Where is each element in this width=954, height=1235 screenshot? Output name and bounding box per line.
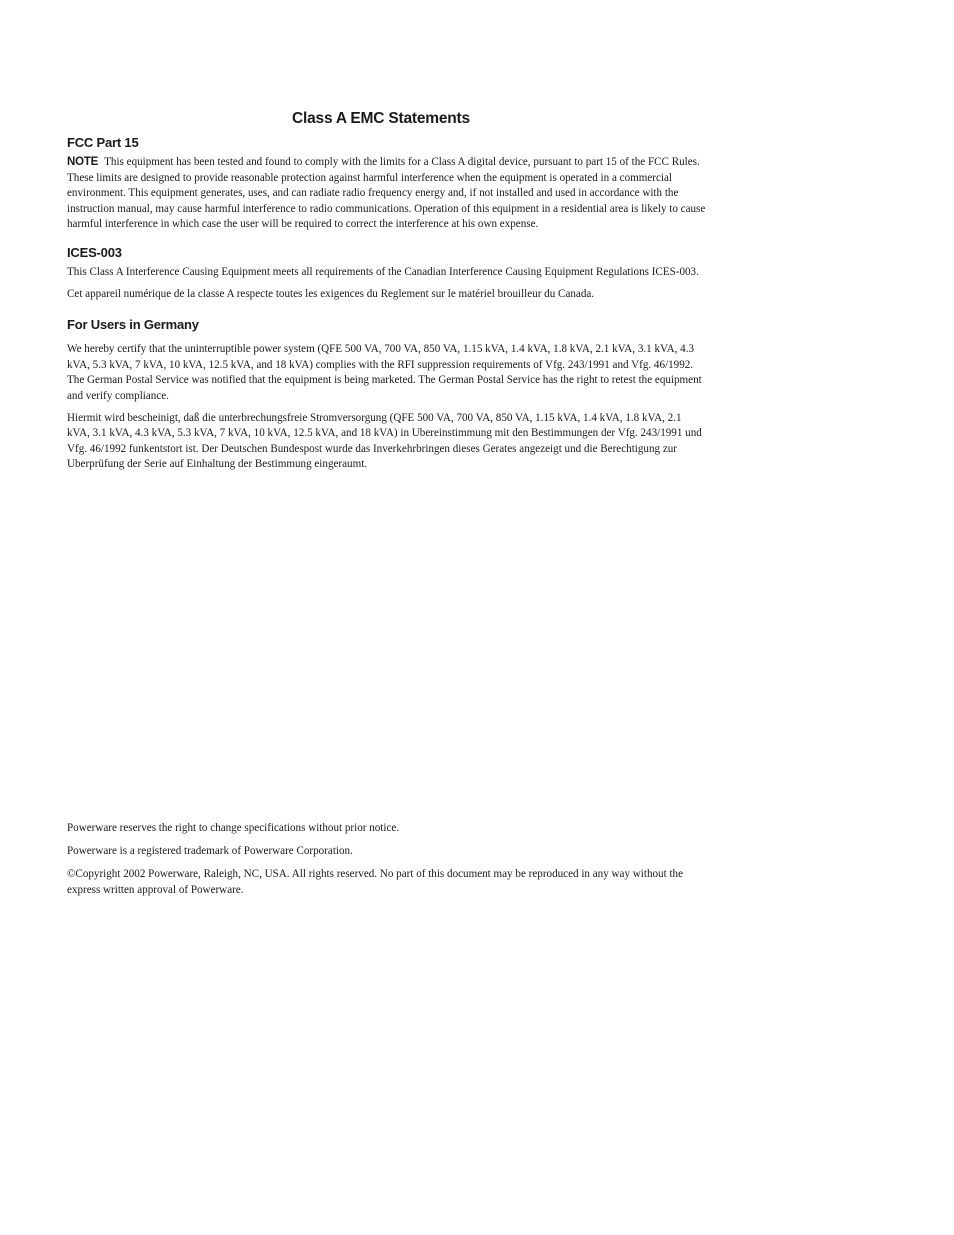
document-footer xyxy=(67,821,707,906)
fcc-heading: FCC Part 15 xyxy=(67,135,139,150)
ices-heading: ICES-003 xyxy=(67,244,122,260)
specs-notice: Powerware reserves the right to change specifications without prior notice. xyxy=(67,822,400,834)
copyright-notice: ©Copyright 2002 Powerware, Raleigh, NC, USA. All rights reserved. No part of this document may be reproduced in any way without the express written approval of Powerware. xyxy=(67,868,684,896)
page-title: Class A EMC Statements xyxy=(292,110,470,127)
germany-paragraph-de: Hiermit wird bescheinigt, daß die unterbrechungsfreie Stromversorgung (QFE 500 VA, 700 VA, 850 VA, 1.15 kVA, 1.4 kVA, 1.8 kVA, 2.1 kVA, 3.1 kVA, 4.3 kVA, 5.3 kVA, 7 kVA, 10 kVA, 12.5 kVA, and 18 kVA) in Ubereinstimmung mit den Bestimmungen der Vfg. 243/1991 und Vfg. 46/1992 funkentstort ist. Der Deutschen Bundespost wurde das Inverkehrbringen dieses Gerates angezeigt und die Berechtigung zur Uberprüfung der Serie auf Einhaltung der Bestimmung eingeraumt. xyxy=(67,411,702,471)
note-label: NOTE xyxy=(67,156,99,168)
fcc-note-text: This equipment has been tested and found to comply with the limits for a Class A digital device, pursuant to part 15 of the FCC Rules. These limits are designed to provide reasonable protection against harmful interference when the equipment is operated in a commercial environment. This equipment generates, uses, and can radiate radio frequency energy and, if not installed and used in accordance with the instruction manual, may cause harmful interference to radio communications. Operation of this equipment in a residential area is likely to cause harmful interference in which case the user will be required to correct the interference at his own expense. xyxy=(67,156,706,231)
ices-paragraph-en: This Class A Interference Causing Equipment meets all requirements of the Canadian Interference Causing Equipment Regulations ICES-003. xyxy=(67,265,699,278)
document-body xyxy=(67,108,707,479)
ices-paragraph-fr: Cet appareil numérique de la classe A respecte toutes les exigences du Reglement sur le matériel brouilleur du Canada. xyxy=(67,287,595,300)
germany-heading: For Users in Germany xyxy=(67,317,199,333)
germany-paragraph-en: We hereby certify that the uninterruptible power system (QFE 500 VA, 700 VA, 850 VA, 1.15 kVA, 1.4 kVA, 1.8 kVA, 2.1 kVA, 3.1 kVA, 4.3 kVA, 5.3 kVA, 7 kVA, 10 kVA, 12.5 kVA, and 18 kVA) complies with the RFI suppression requirements of Vfg. 243/1991 and Vfg. 46/1992. The German Postal Service was notified that the equipment is being marketed. The German Postal Service has the right to retest the equipment and verify compliance. xyxy=(67,343,702,402)
fcc-note-paragraph xyxy=(67,155,707,233)
trademark-notice: Powerware is a registered trademark of Powerware Corporation. xyxy=(67,845,353,858)
